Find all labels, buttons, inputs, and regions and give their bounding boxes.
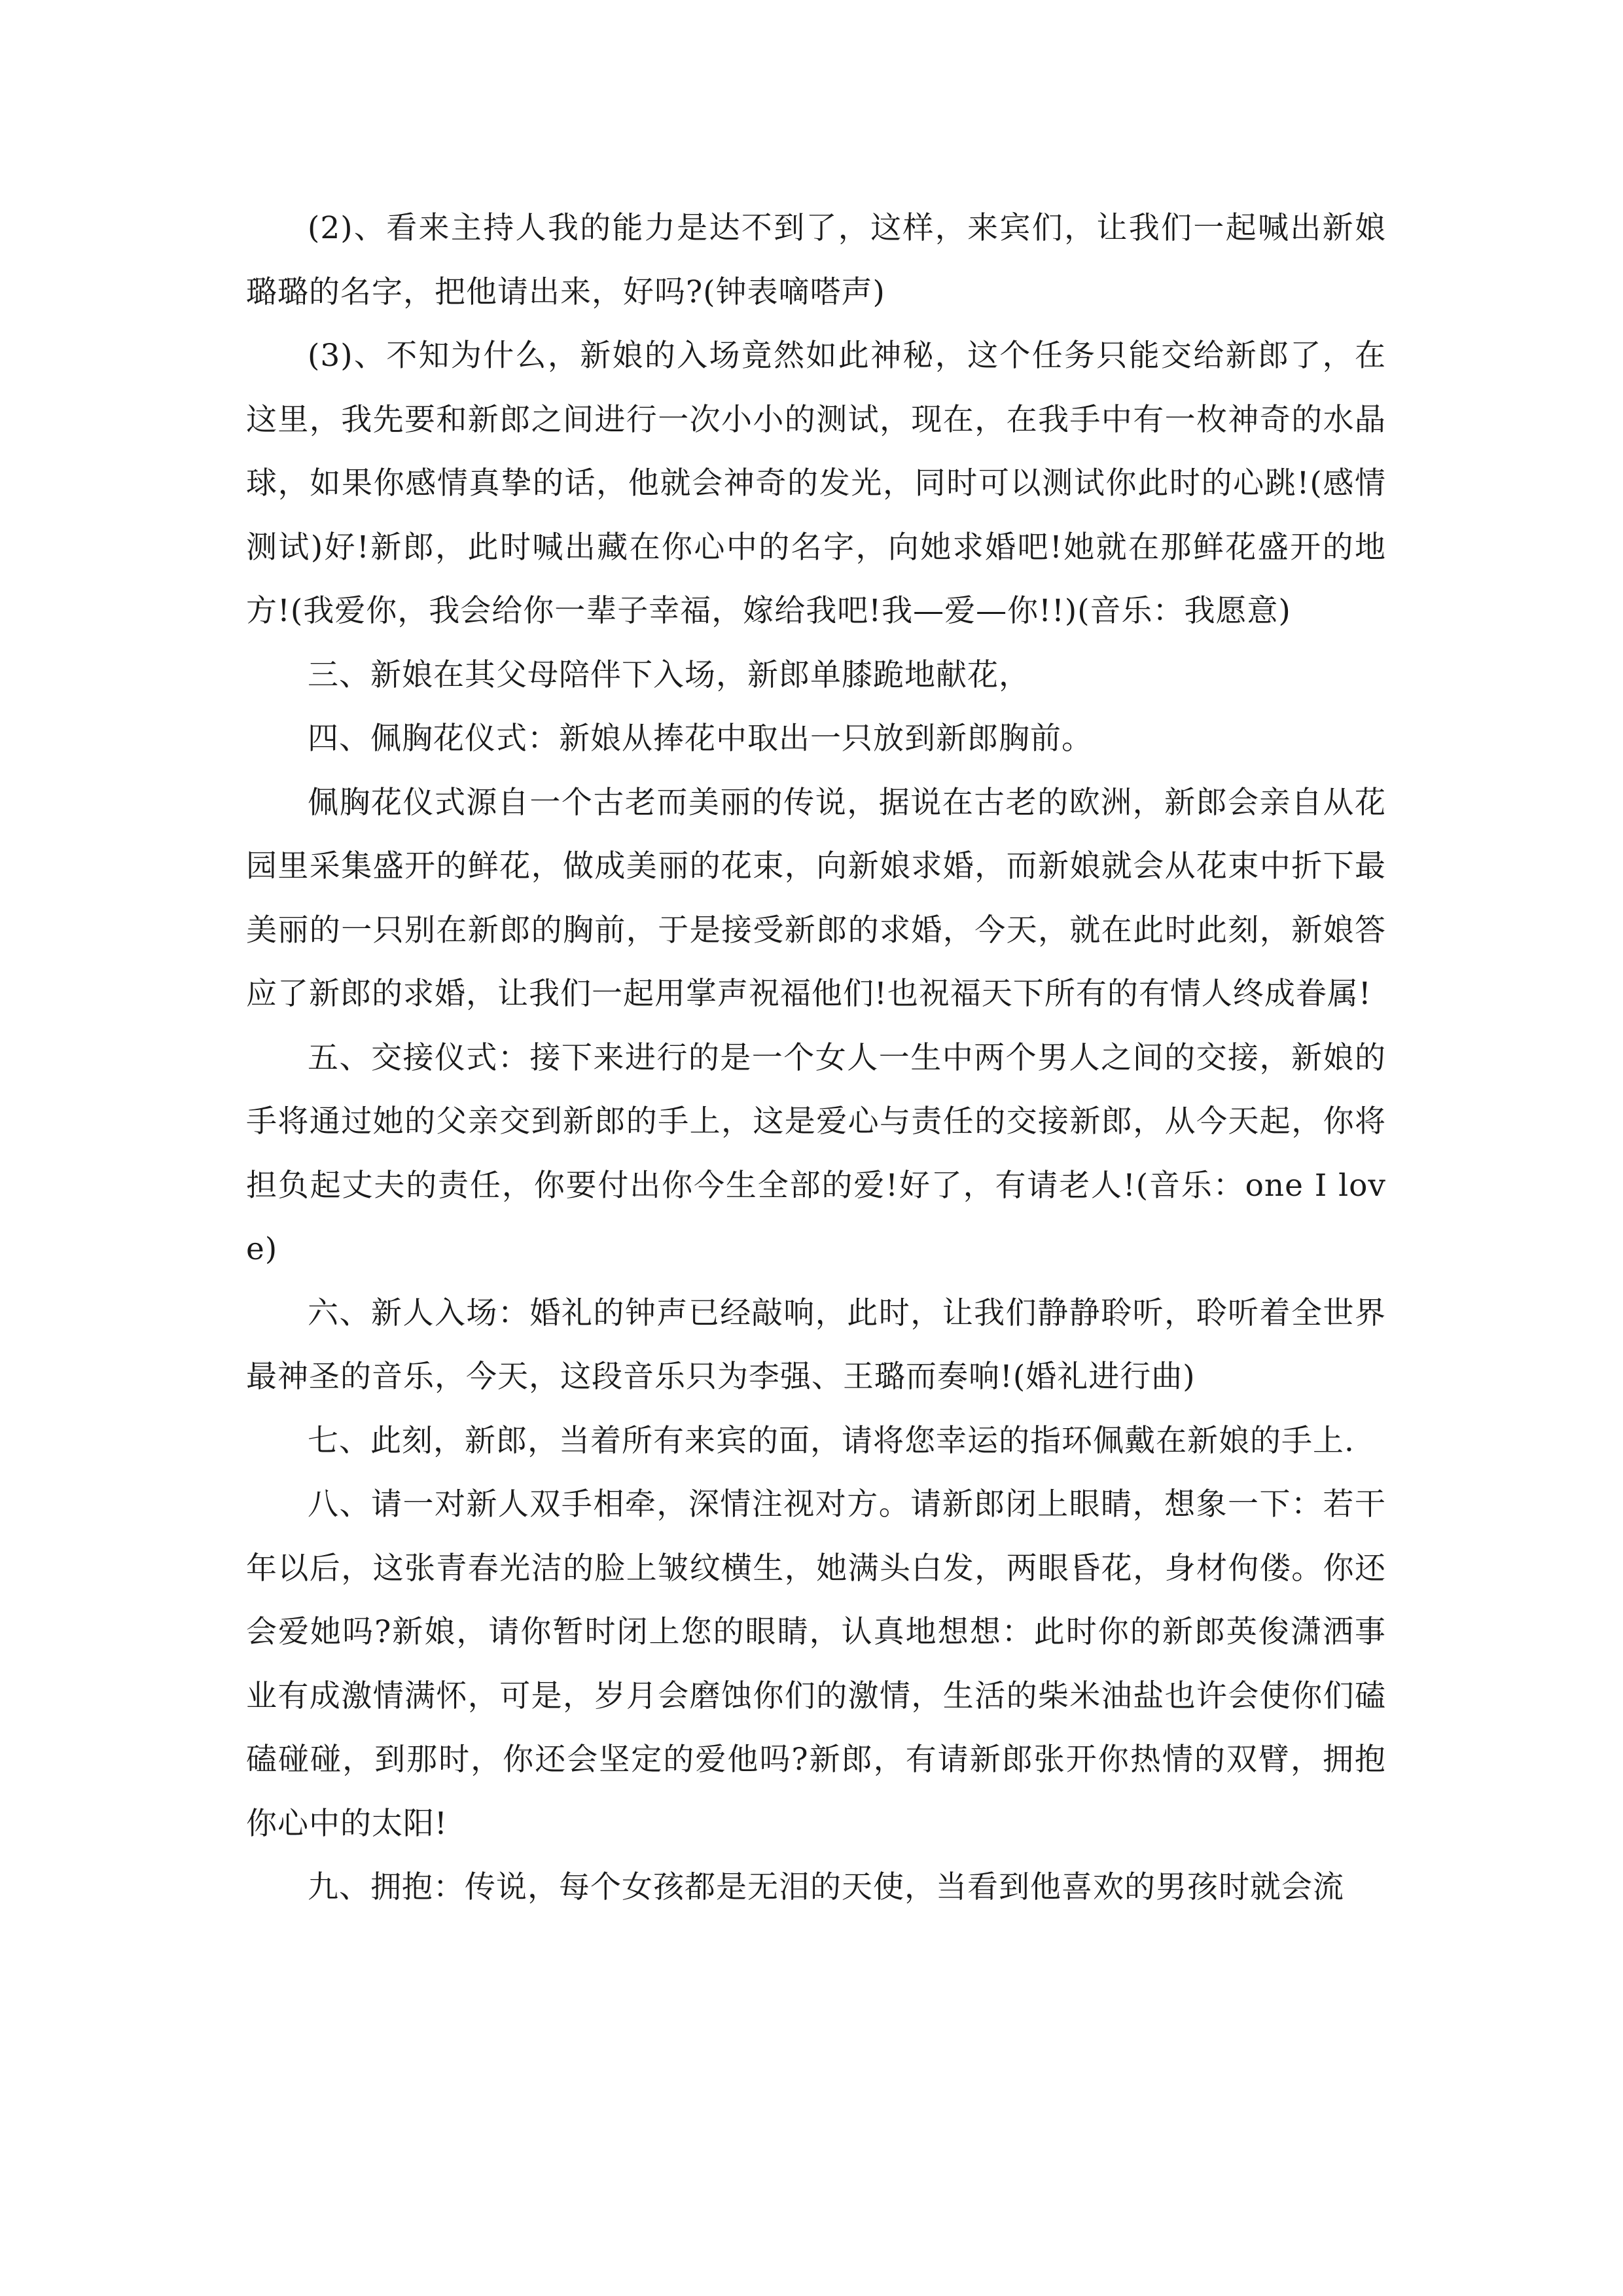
paragraph-hands-vow: 八、请一对新人双手相牵，深情注视对方。请新郎闭上眼睛，想象一下：若干年以后，这张青春光洁的脸上皱纹横生，她满头白发，两眼昏花，身材佝偻。你还会爱她吗?新娘，请你暂时闭上您的眼睛，认真地想想：此时你的新郎英俊潇洒事业有成激情满怀，可是，岁月会磨蚀你们的激情，生活的柴米油盐也许会使你们磕磕碰碰，到那时，你还会坚定的爱他吗?新郎，有请新郎张开你热情的双臂，拥抱你心中的太阳! <box>246 1486 1386 1842</box>
paragraph-couple-entrance: 六、新人入场：婚礼的钟声已经敲响，此时，让我们静静聆听，聆听着全世界最神圣的音乐，今天，这段音乐只为李强、王璐而奏响!(婚礼进行曲) <box>246 1295 1386 1395</box>
document-body <box>246 196 1386 1920</box>
paragraph-3: (3)、不知为什么，新娘的入场竟然如此神秘，这个任务只能交给新郎了，在这里，我先要和新郎之间进行一次小小的测试，现在，在我手中有一枚神奇的水晶球，如果你感情真挚的话，他就会神奇的发光，同时可以测试你此时的心跳!(感情测试)好!新郎，此时喊出藏在你心中的名字，向她求婚吧!她就在那鲜花盛开的地方!(我爱你，我会给你一辈子幸福，嫁给我吧!我—爱—你!!)(音乐：我愿意) <box>246 338 1386 629</box>
paragraph-corsage-ceremony: 四、佩胸花仪式：新娘从捧花中取出一只放到新郎胸前。 <box>308 721 1093 757</box>
paragraph-embrace: 九、拥抱：传说，每个女孩都是无泪的天使，当看到他喜欢的男孩时就会流 <box>308 1869 1344 1905</box>
paragraph-handover-ceremony: 五、交接仪式：接下来进行的是一个女人一生中两个男人之间的交接，新娘的手将通过她的父亲交到新郎的手上，这是爱心与责任的交接新郎，从今天起，你将担负起丈夫的责任，你要付出你今生全部的爱!好了，有请老人!(音乐：one I love) <box>246 1039 1386 1267</box>
paragraph-2: (2)、看来主持人我的能力是达不到了，这样，来宾们，让我们一起喊出新娘璐璐的名字，把他请出来，好吗?(钟表嘀嗒声) <box>246 210 1386 310</box>
paragraph-corsage-legend: 佩胸花仪式源自一个古老而美丽的传说，据说在古老的欧洲，新郎会亲自从花园里采集盛开的鲜花，做成美丽的花束，向新娘求婚，而新娘就会从花束中折下最美丽的一只别在新郎的胸前，于是接受新郎的求婚，今天，就在此时此刻，新娘答应了新郎的求婚，让我们一起用掌声祝福他们!也祝福天下所有的有情人终成眷属! <box>246 784 1386 1012</box>
paragraph-ring-exchange: 七、此刻，新郎，当着所有来宾的面，请将您幸运的指环佩戴在新娘的手上. <box>308 1422 1355 1459</box>
paragraph-bride-entrance: 三、新娘在其父母陪伴下入场，新郎单膝跪地献花， <box>308 656 1030 693</box>
